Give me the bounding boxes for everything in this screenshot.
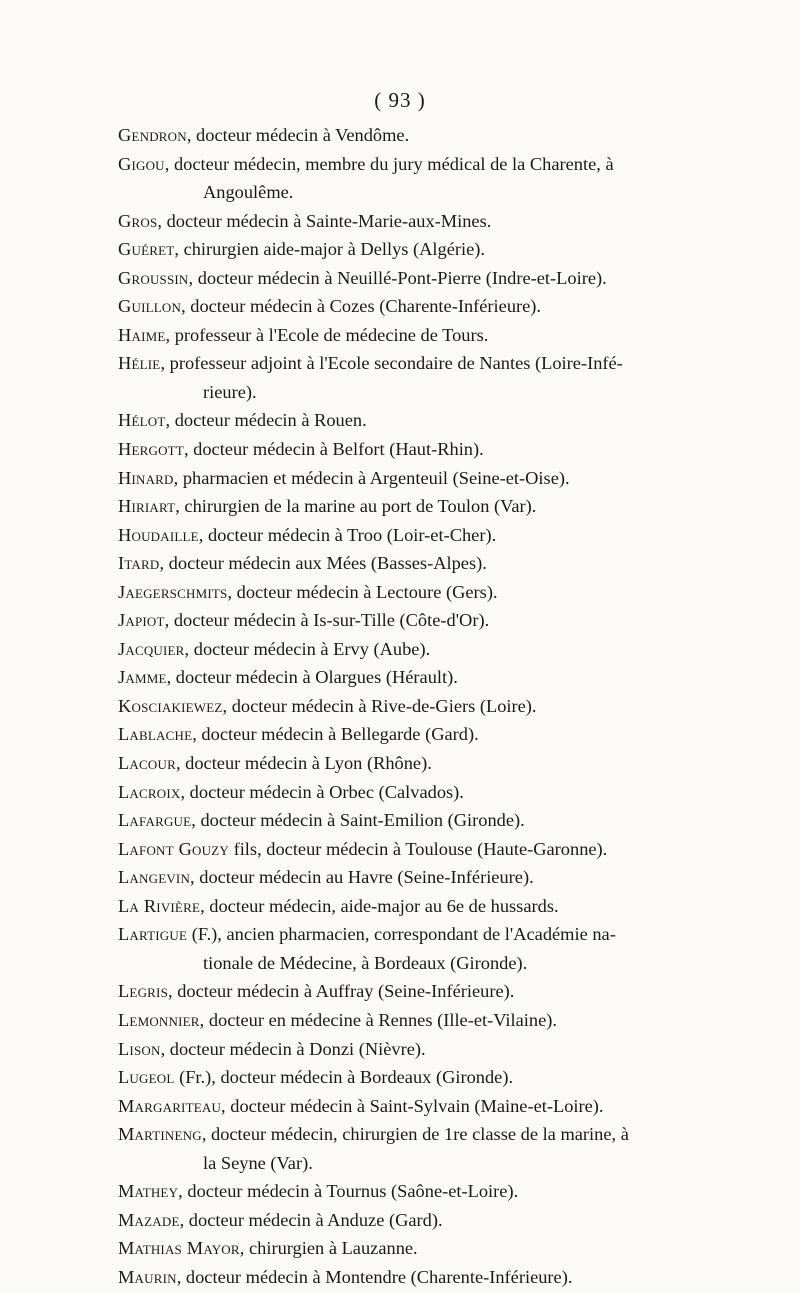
entry-name: Itard	[118, 553, 160, 574]
entry-text: , docteur médecin à Auffray (Seine-Inférieure).	[168, 981, 515, 1002]
list-item	[118, 235, 680, 264]
entry-name: Kosciakiewez	[118, 695, 223, 716]
list-item	[118, 1263, 680, 1292]
list-item	[118, 150, 680, 207]
page-number: ( 93 )	[374, 88, 426, 112]
list-item	[118, 521, 680, 550]
entry-text: , docteur médecin à Vendôme.	[186, 125, 410, 145]
entry-name: Martineng	[118, 1124, 202, 1145]
entry-text: , docteur médecin, chirurgien de 1re classe de la marine, à	[201, 1124, 629, 1145]
list-item	[118, 207, 680, 236]
list-item	[118, 264, 680, 293]
entry-text: , docteur médecin à Neuillé-Pont-Pierre (Indre-et-Loire).	[188, 267, 607, 288]
list-item	[118, 1120, 680, 1177]
list-item	[118, 692, 680, 721]
entry-text: , docteur médecin à Belfort (Haut-Rhin).	[183, 439, 484, 460]
entry-name: Lablache	[118, 724, 193, 745]
list-item	[118, 321, 680, 350]
entry-text: , docteur médecin à Lectoure (Gers).	[227, 581, 498, 602]
list-item	[118, 806, 680, 835]
entry-name: Jacquier	[118, 638, 185, 659]
list-item	[118, 1006, 680, 1035]
entry-text: , docteur médecin à Rouen.	[165, 410, 367, 431]
entry-name: Gendron	[118, 125, 187, 145]
entry-name: Japiot	[118, 610, 165, 631]
entry-name: Jaegerschmits	[118, 581, 228, 602]
entry-name: Mathias Mayor	[118, 1238, 240, 1259]
list-item	[118, 920, 680, 977]
entry-text: , professeur à l'Ecole de médecine de Tours.	[165, 324, 489, 345]
list-item	[118, 749, 680, 778]
list-item	[118, 464, 680, 493]
entry-text: , docteur médecin à Ervy (Aube).	[184, 638, 431, 659]
list-item	[118, 406, 680, 435]
list-item	[118, 1177, 680, 1206]
list-item	[118, 835, 680, 864]
entry-name: Mazade	[118, 1209, 180, 1230]
entry-text: , chirurgien de la marine au port de Toulon (Var).	[175, 496, 537, 517]
list-item	[118, 892, 680, 921]
entry-continuation: tionale de Médecine, à Bordeaux (Gironde).	[203, 952, 528, 973]
entry-name: Lafont Gouzy	[118, 838, 229, 859]
entry-text: , docteur médecin, aide-major au 6e de hussards.	[200, 895, 559, 916]
entry-text: , docteur médecin à Troo (Loir-et-Cher).	[198, 524, 497, 545]
entry-name: Groussin	[118, 267, 189, 288]
entry-name: Lartigue	[118, 924, 188, 945]
entry-name: Lafargue	[118, 810, 192, 831]
list-item	[118, 1234, 680, 1263]
entry-text: , docteur médecin, membre du jury médical de la Charente, à	[164, 153, 614, 174]
entry-name: Haime	[118, 324, 166, 345]
entry-text: , docteur médecin à Montendre (Charente-Inférieure).	[176, 1266, 573, 1287]
entry-name: Hélie	[118, 353, 161, 374]
list-item	[118, 663, 680, 692]
entry-text: , docteur médecin à Sainte-Marie-aux-Mines.	[157, 210, 492, 231]
entry-name: Houdaille	[118, 524, 199, 545]
entry-text: , chirurgien à Lauzanne.	[239, 1238, 418, 1259]
entry-name: Gros	[118, 210, 158, 231]
entry-text: , professeur adjoint à l'Ecole secondaire de Nantes (Loire-Infé-	[160, 353, 623, 374]
entry-name: Mathey	[118, 1181, 179, 1202]
list-item	[118, 778, 680, 807]
list-item	[118, 435, 680, 464]
entry-text: , docteur médecin à Cozes (Charente-Inférieure).	[181, 296, 542, 317]
entry-name: Hergott	[118, 439, 184, 460]
entry-text: , docteur médecin à Orbec (Calvados).	[180, 781, 464, 802]
entry-name: Lacroix	[118, 781, 181, 802]
entry-name: Lacour	[118, 753, 176, 774]
list-item	[118, 549, 680, 578]
entry-name: Lemonnier	[118, 1009, 200, 1030]
entry-text: , docteur médecin à Anduze (Gard).	[179, 1209, 443, 1230]
list-item	[118, 492, 680, 521]
entry-text: , docteur médecin à Rive-de-Giers (Loire).	[222, 695, 537, 716]
entry-name: Guéret	[118, 239, 175, 260]
entry-name: Lugeol	[118, 1067, 175, 1088]
entry-name: Hélot	[118, 410, 166, 431]
entry-list	[118, 121, 680, 1291]
list-item	[118, 349, 680, 406]
list-item	[118, 1035, 680, 1064]
entry-name: Jamme	[118, 667, 167, 688]
list-item	[118, 1206, 680, 1235]
list-item	[118, 720, 680, 749]
list-item	[118, 606, 680, 635]
entry-text: , docteur médecin à Saint-Emilion (Gironde).	[191, 810, 525, 831]
entry-text: , pharmacien et médecin à Argenteuil (Seine-et-Oise).	[173, 467, 570, 488]
entry-name: Lison	[118, 1038, 161, 1059]
entry-text: , docteur médecin à Saint-Sylvain (Maine-et-Loire).	[221, 1095, 604, 1116]
list-item	[118, 292, 680, 321]
entry-text: , docteur en médecine à Rennes (Ille-et-Vilaine).	[199, 1009, 557, 1030]
entry-text: , chirurgien aide-major à Dellys (Algérie).	[174, 239, 486, 260]
entry-text: , docteur médecin à Bellegarde (Gard).	[192, 724, 479, 745]
list-item	[118, 578, 680, 607]
entry-text: , docteur médecin au Havre (Seine-Inférieure).	[190, 867, 534, 888]
list-item	[118, 1063, 680, 1092]
list-item	[118, 635, 680, 664]
entry-text: (F.), ancien pharmacien, correspondant de l'Académie na-	[187, 924, 616, 945]
entry-text: , docteur médecin à Donzi (Nièvre).	[160, 1038, 426, 1059]
list-item	[118, 1092, 680, 1121]
entry-name: La Rivière	[118, 895, 201, 916]
list-item	[118, 977, 680, 1006]
entry-text: , docteur médecin à Tournus (Saône-et-Loire).	[178, 1181, 519, 1202]
entry-name: Hinard	[118, 467, 174, 488]
entry-text: , docteur médecin à Is-sur-Tille (Côte-d'Or).	[164, 610, 490, 631]
list-item	[118, 863, 680, 892]
entry-continuation: Angoulême.	[203, 182, 294, 203]
entry-text: , docteur médecin à Lyon (Rhône).	[175, 753, 432, 774]
entry-name: Margariteau	[118, 1095, 222, 1116]
entry-text: fils, docteur médecin à Toulouse (Haute-Garonne).	[228, 838, 608, 859]
entry-text: , docteur médecin à Olargues (Hérault).	[166, 667, 458, 688]
entry-continuation: rieure).	[203, 381, 257, 402]
entry-name: Gigou	[118, 153, 165, 174]
entry-name: Guillon	[118, 296, 182, 317]
entry-name: Langevin	[118, 867, 191, 888]
entry-continuation: la Seyne (Var).	[203, 1152, 313, 1173]
entry-text: , docteur médecin aux Mées (Basses-Alpes).	[159, 553, 487, 574]
entry-name: Hiriart	[118, 496, 176, 517]
entry-name: Maurin	[118, 1266, 177, 1287]
entry-name: Legris	[118, 981, 168, 1002]
entry-text: (Fr.), docteur médecin à Bordeaux (Gironde).	[174, 1067, 514, 1088]
list-item	[118, 121, 680, 150]
